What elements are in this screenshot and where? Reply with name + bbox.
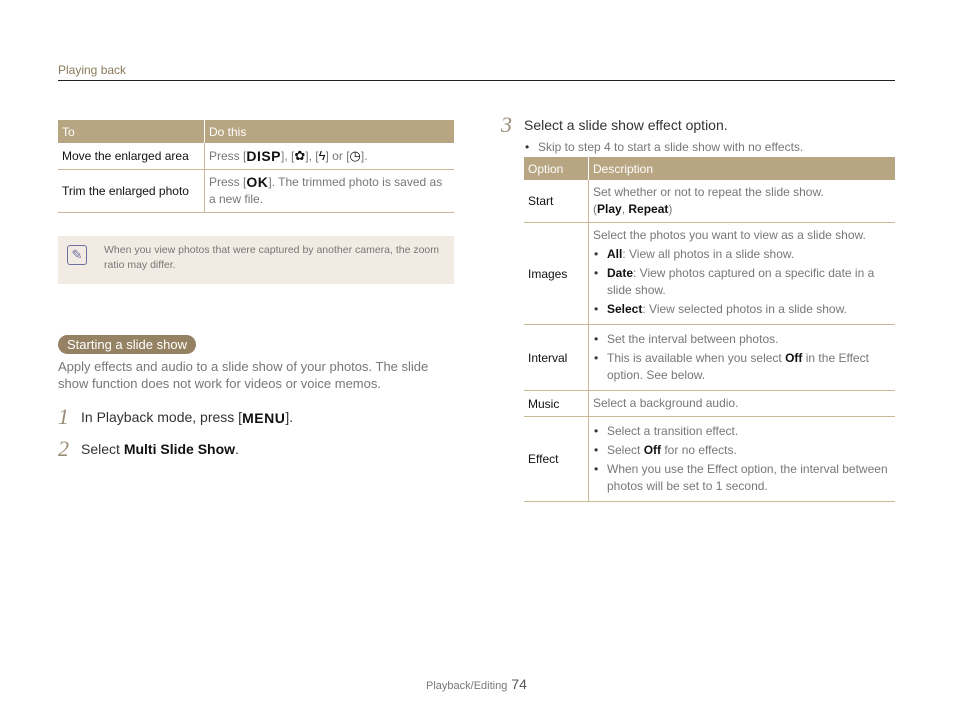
footer-label: Playback/Editing <box>426 680 508 692</box>
zoom-table <box>58 120 454 213</box>
option-desc: Select a background audio. <box>589 391 896 417</box>
header-rule <box>58 80 895 81</box>
option-name: Music <box>524 391 589 417</box>
option-desc: Select the photos you want to view as a slide show. • All: View all photos in a slide show. • Date: View photos captured on a specific date in a slide show. • Select: View selected photos in a slide show. <box>589 223 896 325</box>
step-number: 2 <box>58 436 69 461</box>
table-header: Option <box>524 157 589 180</box>
note-pencil-icon: ✎ <box>67 245 87 265</box>
table-row <box>524 417 895 502</box>
page-footer <box>426 676 527 692</box>
option-name: Interval <box>524 325 589 391</box>
table-cell: Move the enlarged area <box>58 143 205 170</box>
macro-icon: ✿ <box>294 148 306 163</box>
table-cell: Trim the enlarged photo <box>58 170 205 213</box>
table-row <box>524 223 895 325</box>
table-row <box>58 143 454 170</box>
option-name: Images <box>524 223 589 325</box>
option-name: Effect <box>524 417 589 502</box>
option-desc: • Set the interval between photos. • This is available when you select Off in the Effect option. See below. <box>589 325 896 391</box>
table-row <box>524 325 895 391</box>
option-desc: Set whether or not to repeat the slide show. (Play, Repeat) <box>589 180 896 223</box>
option-desc: • Select a transition effect. • Select Off for no effects. • When you use the Effect option, the interval between photos will be set to 1 second. <box>589 417 896 502</box>
disp-key: DISP <box>246 148 282 164</box>
section-title-pill: Starting a slide show <box>58 335 196 354</box>
step-number: 1 <box>58 404 69 429</box>
step-text: Select a slide show effect option. <box>524 117 728 133</box>
table-row <box>58 170 454 213</box>
table-cell: Press [OK]. The trimmed photo is saved as a new file. <box>205 170 455 213</box>
note-box <box>58 236 454 284</box>
section-header: Playing back <box>58 63 127 77</box>
menu-key: MENU <box>242 410 286 426</box>
step-text: Select Multi Slide Show. <box>81 441 239 457</box>
table-header: Description <box>589 157 896 180</box>
note-text: When you view photos that were captured by another camera, the zoom ratio may differ. <box>104 244 440 271</box>
table-header: To <box>58 120 205 143</box>
option-name: Start <box>524 180 589 223</box>
options-table <box>524 157 895 502</box>
table-row <box>524 180 895 223</box>
timer-icon: ◷ <box>349 148 361 163</box>
step-number: 3 <box>501 112 512 137</box>
flash-icon: ϟ <box>318 148 326 163</box>
section-intro: Apply effects and audio to a slide show of your photos. The slide show function does not work for videos or voice memos. <box>58 359 429 391</box>
page-number: 74 <box>511 676 527 692</box>
step-text: In Playback mode, press [MENU]. <box>81 409 294 426</box>
table-header: Do this <box>205 120 455 143</box>
table-cell: Press [DISP], [✿], [ϟ] or [◷]. <box>205 143 455 170</box>
ok-key: OK <box>246 174 269 190</box>
table-row <box>524 391 895 417</box>
step-subnote: • Skip to step 4 to start a slide show with no effects. <box>524 137 803 158</box>
